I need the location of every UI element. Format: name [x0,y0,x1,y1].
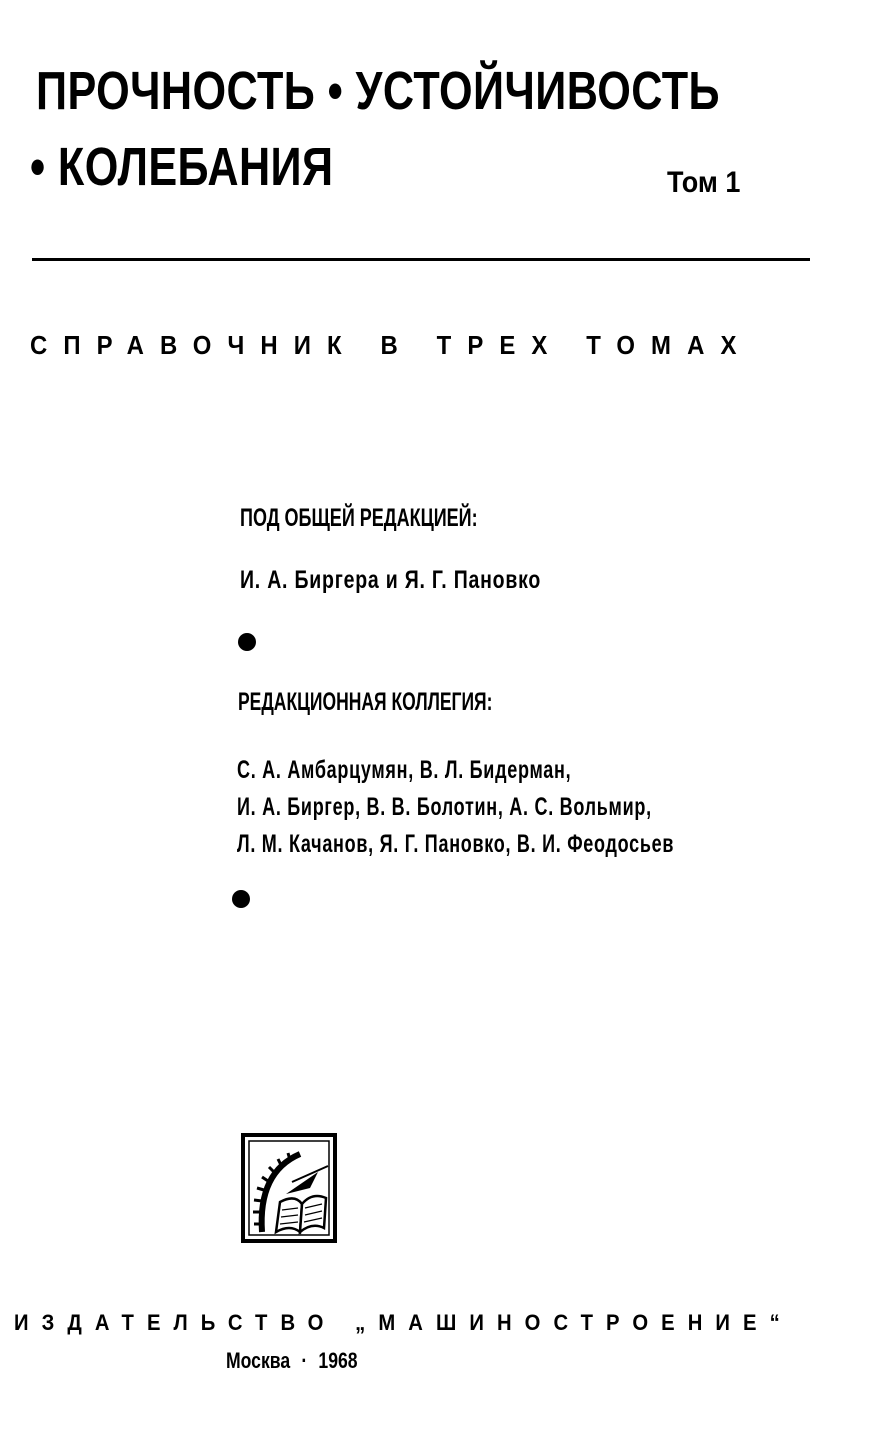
bullet-dot-icon [232,890,250,908]
imprint-separator: · [301,1348,308,1373]
imprint-line [226,1350,358,1372]
editors-names: И. А. Биргера и Я. Г. Пановко [240,566,542,594]
publisher-name: ИЗДАТЕЛЬСТВО „МАШИНОСТРОЕНИЕ“ [14,1310,793,1335]
volume-label: Том 1 [667,166,741,199]
editors-label: ПОД ОБЩЕЙ РЕДАКЦИЕЙ: [240,504,478,532]
publisher-logo-icon [240,1132,338,1244]
editorial-board-line: Л. М. Качанов, Я. Г. Пановко, В. И. Феодосьев [237,830,675,858]
subtitle: СПРАВОЧНИК В ТРЕХ ТОМАХ [30,330,753,360]
editorial-board-label: РЕДАКЦИОННАЯ КОЛЛЕГИЯ: [238,688,493,716]
editorial-board-line: С. А. Амбарцумян, В. Л. Бидерман, [237,756,572,784]
title-line-2: • КОЛЕБАНИЯ [30,137,334,197]
editorial-board-line: И. А. Биргер, В. В. Болотин, А. С. Вольмир, [237,793,652,821]
title-line-1: ПРОЧНОСТЬ • УСТОЙЧИВОСТЬ [36,61,720,121]
bullet-dot-icon [238,633,256,651]
publication-year: 1968 [318,1348,358,1373]
title-divider [32,258,810,261]
publisher-city: Москва [226,1348,291,1373]
